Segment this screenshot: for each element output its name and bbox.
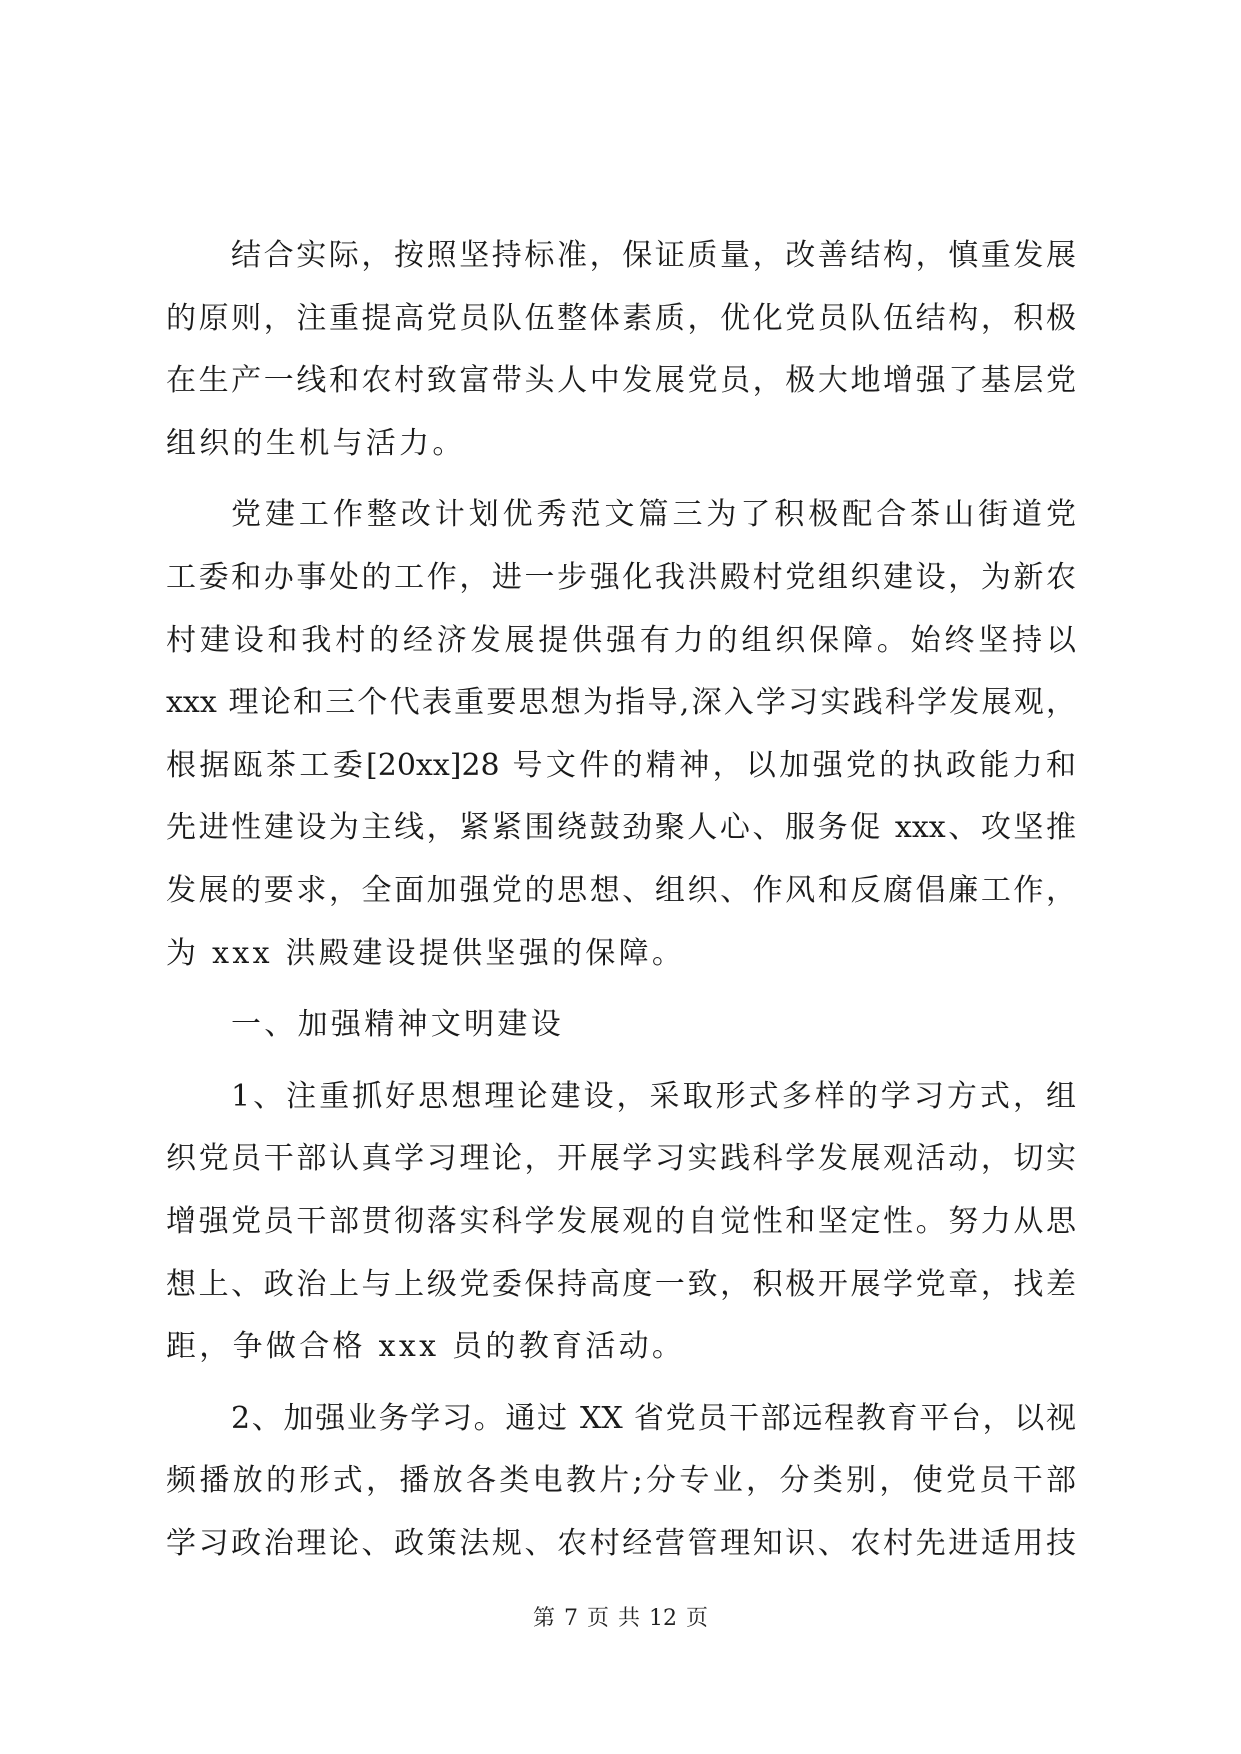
text-line: 频播放的形式，播放各类电教片;分专业，分类别，使党员干部 [166, 1463, 1076, 1499]
text-line: xxx 理论和三个代表重要思想为指导,深入学习实践科学发展观， [166, 685, 1076, 721]
text-line: 党建工作整改计划优秀范文篇三为了积极配合茶山街道党 [231, 497, 1076, 533]
text-line: 1、注重抓好思想理论建设，采取形式多样的学习方式，组 [231, 1078, 1076, 1114]
page-number-footer: 第 7 页 共 12 页 [533, 1606, 708, 1631]
text-line: 增强党员干部贯彻落实科学发展观的自觉性和坚定性。努力从思 [166, 1203, 1076, 1239]
text-line: 的原则，注重提高党员队伍整体素质，优化党员队伍结构，积极 [166, 300, 1076, 336]
text-line: 想上、政治上与上级党委保持高度一致，积极开展学党章，找差 [166, 1266, 1076, 1302]
text-line: 2、加强业务学习。通过 XX 省党员干部远程教育平台，以视 [231, 1400, 1076, 1436]
paragraph [166, 484, 1076, 985]
text-line: 距，争做合格 xxx 员的教育活动。 [166, 1329, 686, 1365]
text-line: 发展的要求，全面加强党的思想、组织、作风和反腐倡廉工作， [166, 872, 1076, 908]
text-line: 在生产一线和农村致富带头人中发展党员，极大地增强了基层党 [166, 363, 1076, 399]
paragraph [166, 1066, 1076, 1379]
text-line: 学习政治理论、政策法规、农村经营管理知识、农村先进适用技 [166, 1525, 1076, 1561]
text-line: 村建设和我村的经济发展提供强有力的组织保障。始终坚持以 [166, 622, 1076, 658]
text-line: 根据瓯茶工委[20xx]28 号文件的精神，以加强党的执政能力和 [166, 747, 1076, 783]
text-line: 一、加强精神文明建设 [231, 1007, 564, 1043]
document-body [166, 225, 1076, 1575]
text-line: 工委和办事处的工作，进一步强化我洪殿村党组织建设，为新农 [166, 559, 1076, 595]
paragraph [166, 225, 1076, 475]
text-line: 结合实际，按照坚持标准，保证质量，改善结构，慎重发展 [231, 238, 1076, 273]
text-line: 为 xxx 洪殿建设提供坚强的保障。 [166, 935, 686, 971]
text-line: 织党员干部认真学习理论，开展学习实践科学发展观活动，切实 [166, 1141, 1076, 1177]
text-line: 组织的生机与活力。 [166, 425, 466, 461]
text-line: 先进性建设为主线，紧紧围绕鼓劲聚人心、服务促 xxx、攻坚推 [166, 810, 1076, 846]
paragraph [166, 1388, 1076, 1576]
section-heading [166, 994, 1076, 1057]
